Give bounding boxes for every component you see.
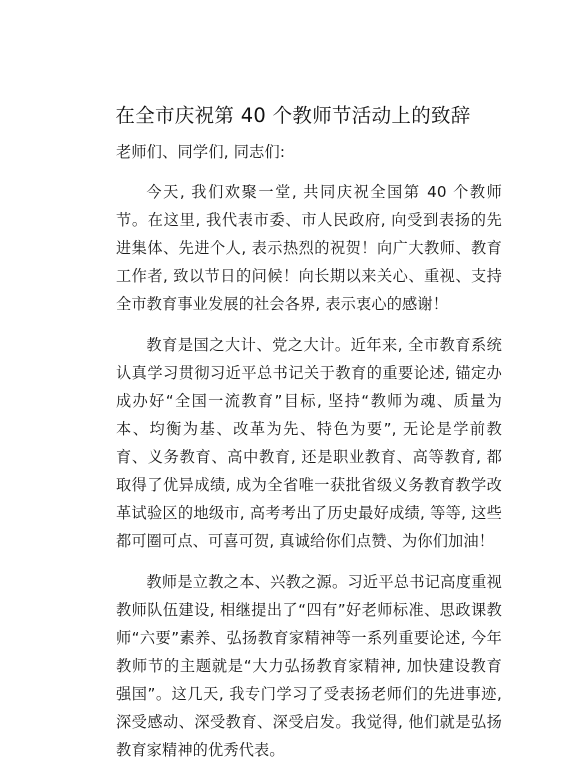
paragraph-2: 教育是国之大计、党之大计。近年来, 全市教育系统认真学习贯彻习近平总书记关于教育的重要论述, 锚定办成办好“全国一流教育”目标, 坚持“教师为魂、质量为本、均衡为基、改革为先、特色为要”, 无论是学前教育、义务教育、高中教育, 还是职业教育、高等教育, 都取得了优异成绩, 成为全省唯一获批省级义务教育教学改革试验区的地级市, 高考考出了历史最好成绩, 等等, 这些都可圈可点、可喜可贺, 真诚给你们点赞、为你们加油！ [116, 336, 502, 550]
paragraph-1: 今天, 我们欢聚一堂, 共同庆祝全国第 40 个教师节。在这里, 我代表市委、市人民政府, 向受到表扬的先进集体、先进个人, 表示热烈的祝贺！向广大教师、教育工作者, 致以节日的问候！向长期以来关心、重视、支持全市教育事业发展的社会各界, 表示衷心的感谢！ [116, 183, 502, 313]
salutation: 老师们、同学们, 同志们: [116, 143, 286, 161]
document-title: 在全市庆祝第 40 个教师节活动上的致辞 [115, 104, 471, 127]
paragraph-3: 教师是立教之本、兴教之源。习近平总书记高度重视教师队伍建设, 相继提出了“四有”好老师标准、思政课教师“六要”素养、弘扬教育家精神等一系列重要论述, 今年教师节的主题就是“大力弘扬教育家精神, 加快建设教育强国”。这几天, 我专门学习了受表扬老师们的先进事迹, 深受感动、深受教育、深受启发。我觉得, 他们就是弘扬教育家精神的优秀代表。 [116, 573, 502, 759]
document-body [116, 138, 502, 777]
